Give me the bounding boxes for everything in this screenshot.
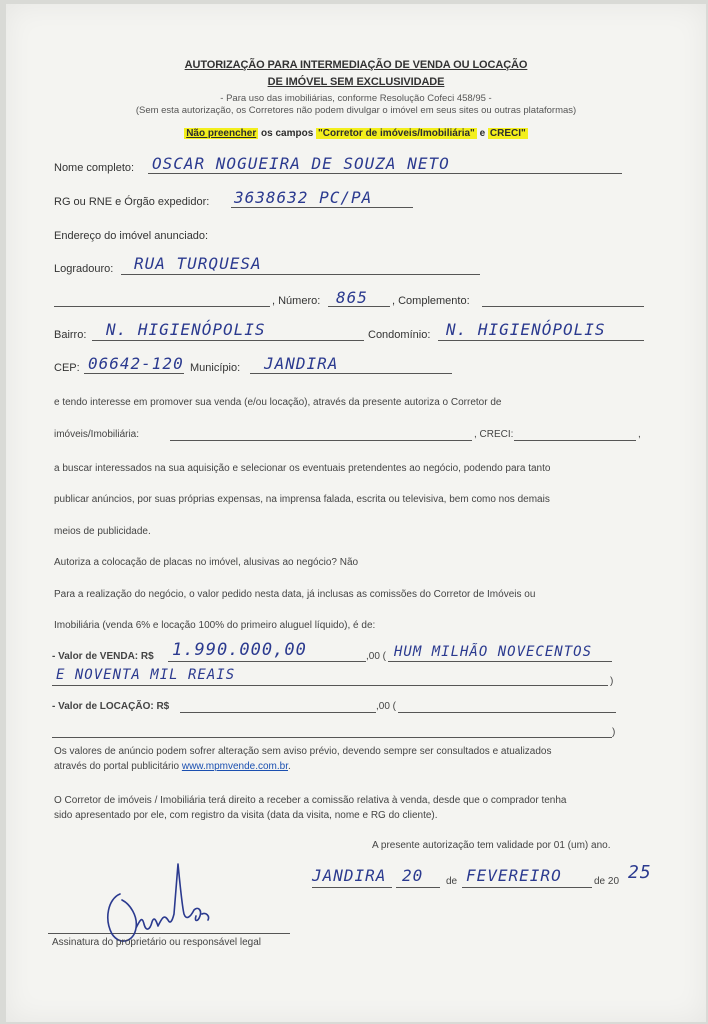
venda-close-paren: ) [610,676,614,687]
body-p4: publicar anúncios, por suas próprias expensas, na imprensa falada, escrita ou televisiva, bem como nos demais [54,494,550,505]
dia-value[interactable]: 20 [402,866,424,885]
body-p3: a buscar interessados na sua aquisição e selecionar os eventuais pretendentes ao negócio, podendo para tanto [54,463,551,474]
numero-value[interactable]: 865 [336,288,368,307]
subtitle-2: (Sem esta autorização, os Corretores não podem divulgar o imóvel em seus sites ou outras plataformas) [135,105,577,116]
footer-f1: Os valores de anúncio podem sofrer alteração sem aviso prévio, devendo sempre ser consultados e atualizados [54,746,552,757]
condominio-line [438,340,644,341]
condominio-label: Condomínio: [368,329,431,341]
body-p5: meios de publicidade. [54,526,151,537]
de-label-1: de [446,876,458,887]
cep-label: CEP: [54,362,80,374]
logradouro-line [121,274,480,275]
nome-value[interactable]: OSCAR NOGUEIRA DE SOUZA NETO [152,154,450,173]
venda-cents: ,00 ( [366,651,387,662]
title-line-1: AUTORIZAÇÃO PARA INTERMEDIAÇÃO DE VENDA OU LOCAÇÃO [184,59,528,71]
body-p7: Para a realização do negócio, o valor pedido nesta data, já inclusas as comissões do Corretor de Imóveis ou [54,589,536,600]
numero-label: , Número: [272,295,321,307]
body-p1: e tendo interesse em promover sua venda (e/ou locação), através da presente autoriza o Corretor de [54,397,502,408]
title-line-2: DE IMÓVEL SEM EXCLUSIVIDADE [267,76,445,88]
creci-label: , CRECI: [474,429,514,440]
note-highlight-1: Não preencher [186,128,257,139]
creci-end: , [638,429,641,440]
venda-extenso-2[interactable]: E NOVENTA MIL REAIS [56,667,236,683]
locacao-line [180,712,376,713]
municipio-line [250,373,452,374]
locacao-close-paren: ) [612,727,616,738]
municipio-label: Município: [190,362,241,374]
nome-line [148,173,622,174]
rg-value[interactable]: 3638632 PC/PA [234,188,373,207]
locacao-extenso-line-1 [398,712,616,713]
venda-value[interactable]: 1.990.000,00 [172,640,307,660]
bairro-label: Bairro: [54,329,87,341]
mes-line [462,887,592,888]
cep-line [84,373,184,374]
cep-value[interactable]: 06642-120 [88,354,184,373]
document-page [6,4,706,1022]
body-p8: Imobiliária (venda 6% e locação 100% do primeiro aluguel líquido), é de: [54,620,376,631]
logradouro-label: Logradouro: [54,263,114,275]
fill-note [6,128,706,139]
bairro-value[interactable]: N. HIGIENÓPOLIS [106,320,266,339]
bairro-line [92,340,364,341]
dia-line [396,887,440,888]
logradouro-continuation-line [54,306,270,307]
assinatura-label: Assinatura do proprietário ou responsável legal [52,937,262,948]
corretor-label: imóveis/Imobiliária: [54,429,140,440]
logradouro-value[interactable]: RUA TURQUESA [134,254,262,273]
venda-line [168,661,366,662]
locacao-extenso-line-2 [52,737,612,738]
venda-extenso-line-2 [52,685,608,686]
de-label-2: de 20 [594,876,620,887]
note-text-1: os campos [258,128,317,139]
cidade-value[interactable]: JANDIRA [312,866,387,885]
venda-label: - Valor de VENDA: R$ [52,651,154,662]
venda-extenso-1[interactable]: HUM MILHÃO NOVECENTOS [394,644,593,660]
mes-value[interactable]: FEVEREIRO [466,866,562,885]
rg-label: RG ou RNE e Órgão expedidor: [54,196,210,208]
footer-f2-text: através do portal publicitário [54,761,182,772]
footer-f2 [54,761,291,772]
venda-extenso-line-1 [388,661,612,662]
cidade-line [312,887,392,888]
footer-f2-end: . [288,761,291,772]
locacao-cents: ,00 ( [376,701,397,712]
corretor-line [170,440,472,441]
subtitle-1: - Para uso das imobiliárias, conforme Resolução Cofeci 458/95 - [220,93,492,104]
creci-line [514,440,636,441]
nome-label: Nome completo: [54,162,135,174]
footer-f3: O Corretor de imóveis / Imobiliária terá direito a receber a comissão relativa à venda, desde que o comprador tenha [54,795,567,806]
municipio-value[interactable]: JANDIRA [264,354,339,373]
complemento-line [482,306,644,307]
portal-link[interactable]: www.mpmvende.com.br [181,761,289,772]
condominio-value[interactable]: N. HIGIENÓPOLIS [446,320,606,339]
note-text-2: e [476,128,488,139]
validade-text: A presente autorização tem validade por 01 (um) ano. [372,840,611,851]
locacao-label: - Valor de LOCAÇÃO: R$ [52,701,170,712]
note-highlight-2: "Corretor de imóveis/Imobiliária" [318,128,475,139]
endereco-label: Endereço do imóvel anunciado: [54,230,209,242]
note-highlight-3: CRECI" [489,128,526,139]
rg-line [231,207,413,208]
complemento-label: , Complemento: [392,295,470,307]
footer-f4: sido apresentado por ele, com registro da visita (data da visita, nome e RG do cliente). [54,810,438,821]
ano-value[interactable]: 25 [628,862,652,883]
body-p6: Autoriza a colocação de placas no imóvel, alusivas ao negócio? Não [54,557,359,568]
